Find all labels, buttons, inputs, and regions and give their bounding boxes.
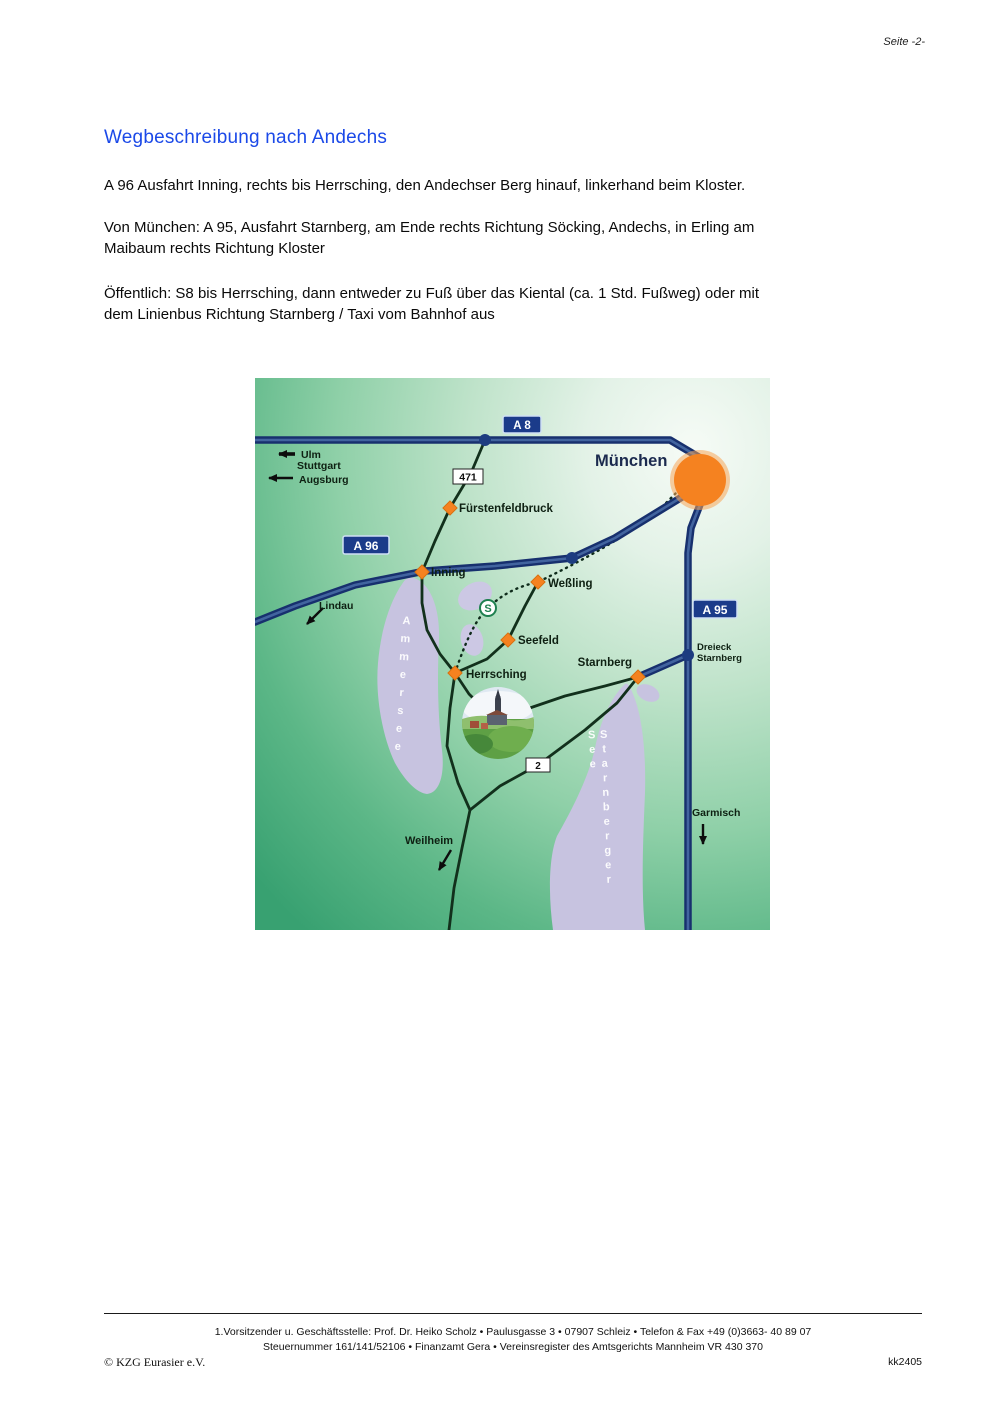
paragraph-a96	[104, 175, 934, 196]
footer-contact-line: 1.Vorsitzender u. Geschäftsstelle: Prof. Dr. Heiko Scholz • Paulusgasse 3 • 07907 Schleiz • Telefon & Fax +49 (0)3663- 40 89 07	[214, 1326, 812, 1338]
paragraph-public-transport	[104, 283, 934, 325]
footer-copyright: © KZG Eurasier e.V.	[104, 1355, 206, 1369]
sign-route-2-label: 2	[535, 761, 541, 772]
junction-a8-471	[479, 434, 491, 446]
paragraph-public-line1: Öffentlich: S8 bis Herrsching, dann entweder zu Fuß über das Kiental (ca. 1 Std. Fußweg) oder mit	[104, 285, 760, 302]
junction-dreieck-starnberg	[682, 649, 694, 661]
sbahn-logo-label: S	[484, 603, 492, 615]
paragraph-public-line2: dem Linienbus Richtung Starnberg / Taxi vom Bahnhof aus	[104, 306, 495, 323]
label-herrsching: Herrsching	[466, 669, 527, 681]
label-dreieck-line2: Starnberg	[697, 653, 742, 664]
paragraph-a95	[104, 217, 934, 259]
sign-a95	[693, 600, 737, 618]
label-lake-starnberger-see: Starnberger See	[585, 728, 616, 889]
label-ulm: Ulm	[301, 449, 321, 461]
label-starnberg: Starnberg	[577, 657, 632, 669]
footer-doc-code: kk2405	[888, 1356, 922, 1368]
paragraph-a95-line1: Von München: A 95, Ausfahrt Starnberg, am Ende rechts Richtung Söcking, Andechs, in Erling am	[104, 219, 755, 236]
junction-a96-wessling	[566, 552, 578, 564]
paragraph-a96-line1: A 96 Ausfahrt Inning, rechts bis Herrsching, den Andechser Berg hinauf, linkerhand beim Kloster.	[104, 177, 746, 194]
muenchen-circle	[674, 454, 726, 506]
sign-route-2	[526, 758, 550, 772]
sign-a8-label: A 8	[513, 420, 531, 432]
label-lake-ammersee: Ammersee	[390, 614, 414, 760]
footer-register-line: Steuernummer 161/141/52106 • Finanzamt Gera • Vereinsregister des Amtsgerichts Mannheim VR 430 370	[263, 1341, 763, 1353]
sign-route-471-label: 471	[459, 471, 477, 484]
page-title: Wegbeschreibung nach Andechs	[104, 127, 388, 148]
sign-route-471	[453, 469, 483, 484]
label-dreieck-line1: Dreieck	[697, 642, 732, 653]
paragraph-a95-line2: Maibaum rechts Richtung Kloster	[104, 240, 325, 257]
label-fuerstenfeldbruck: Fürstenfeldbruck	[459, 503, 553, 515]
label-seefeld: Seefeld	[518, 635, 559, 647]
label-inning: Inning	[431, 567, 466, 579]
label-garmisch: Garmisch	[692, 807, 741, 819]
label-muenchen: München	[595, 452, 668, 470]
label-lindau: Lindau	[319, 600, 354, 612]
footer-divider	[104, 1313, 922, 1314]
label-wessling: Weßling	[548, 578, 593, 590]
sign-a96	[343, 536, 389, 554]
sign-a95-label: A 95	[702, 603, 728, 617]
map-canvas	[255, 378, 770, 930]
label-weilheim: Weilheim	[405, 835, 454, 847]
page-number: Seite -2-	[883, 36, 925, 48]
andechs-route-map	[255, 378, 770, 930]
sign-a96-label: A 96	[353, 539, 379, 553]
sbahn-logo-icon	[480, 600, 496, 616]
label-augsburg: Augsburg	[299, 474, 349, 486]
sign-a8	[503, 416, 541, 433]
label-stuttgart: Stuttgart	[297, 460, 341, 472]
